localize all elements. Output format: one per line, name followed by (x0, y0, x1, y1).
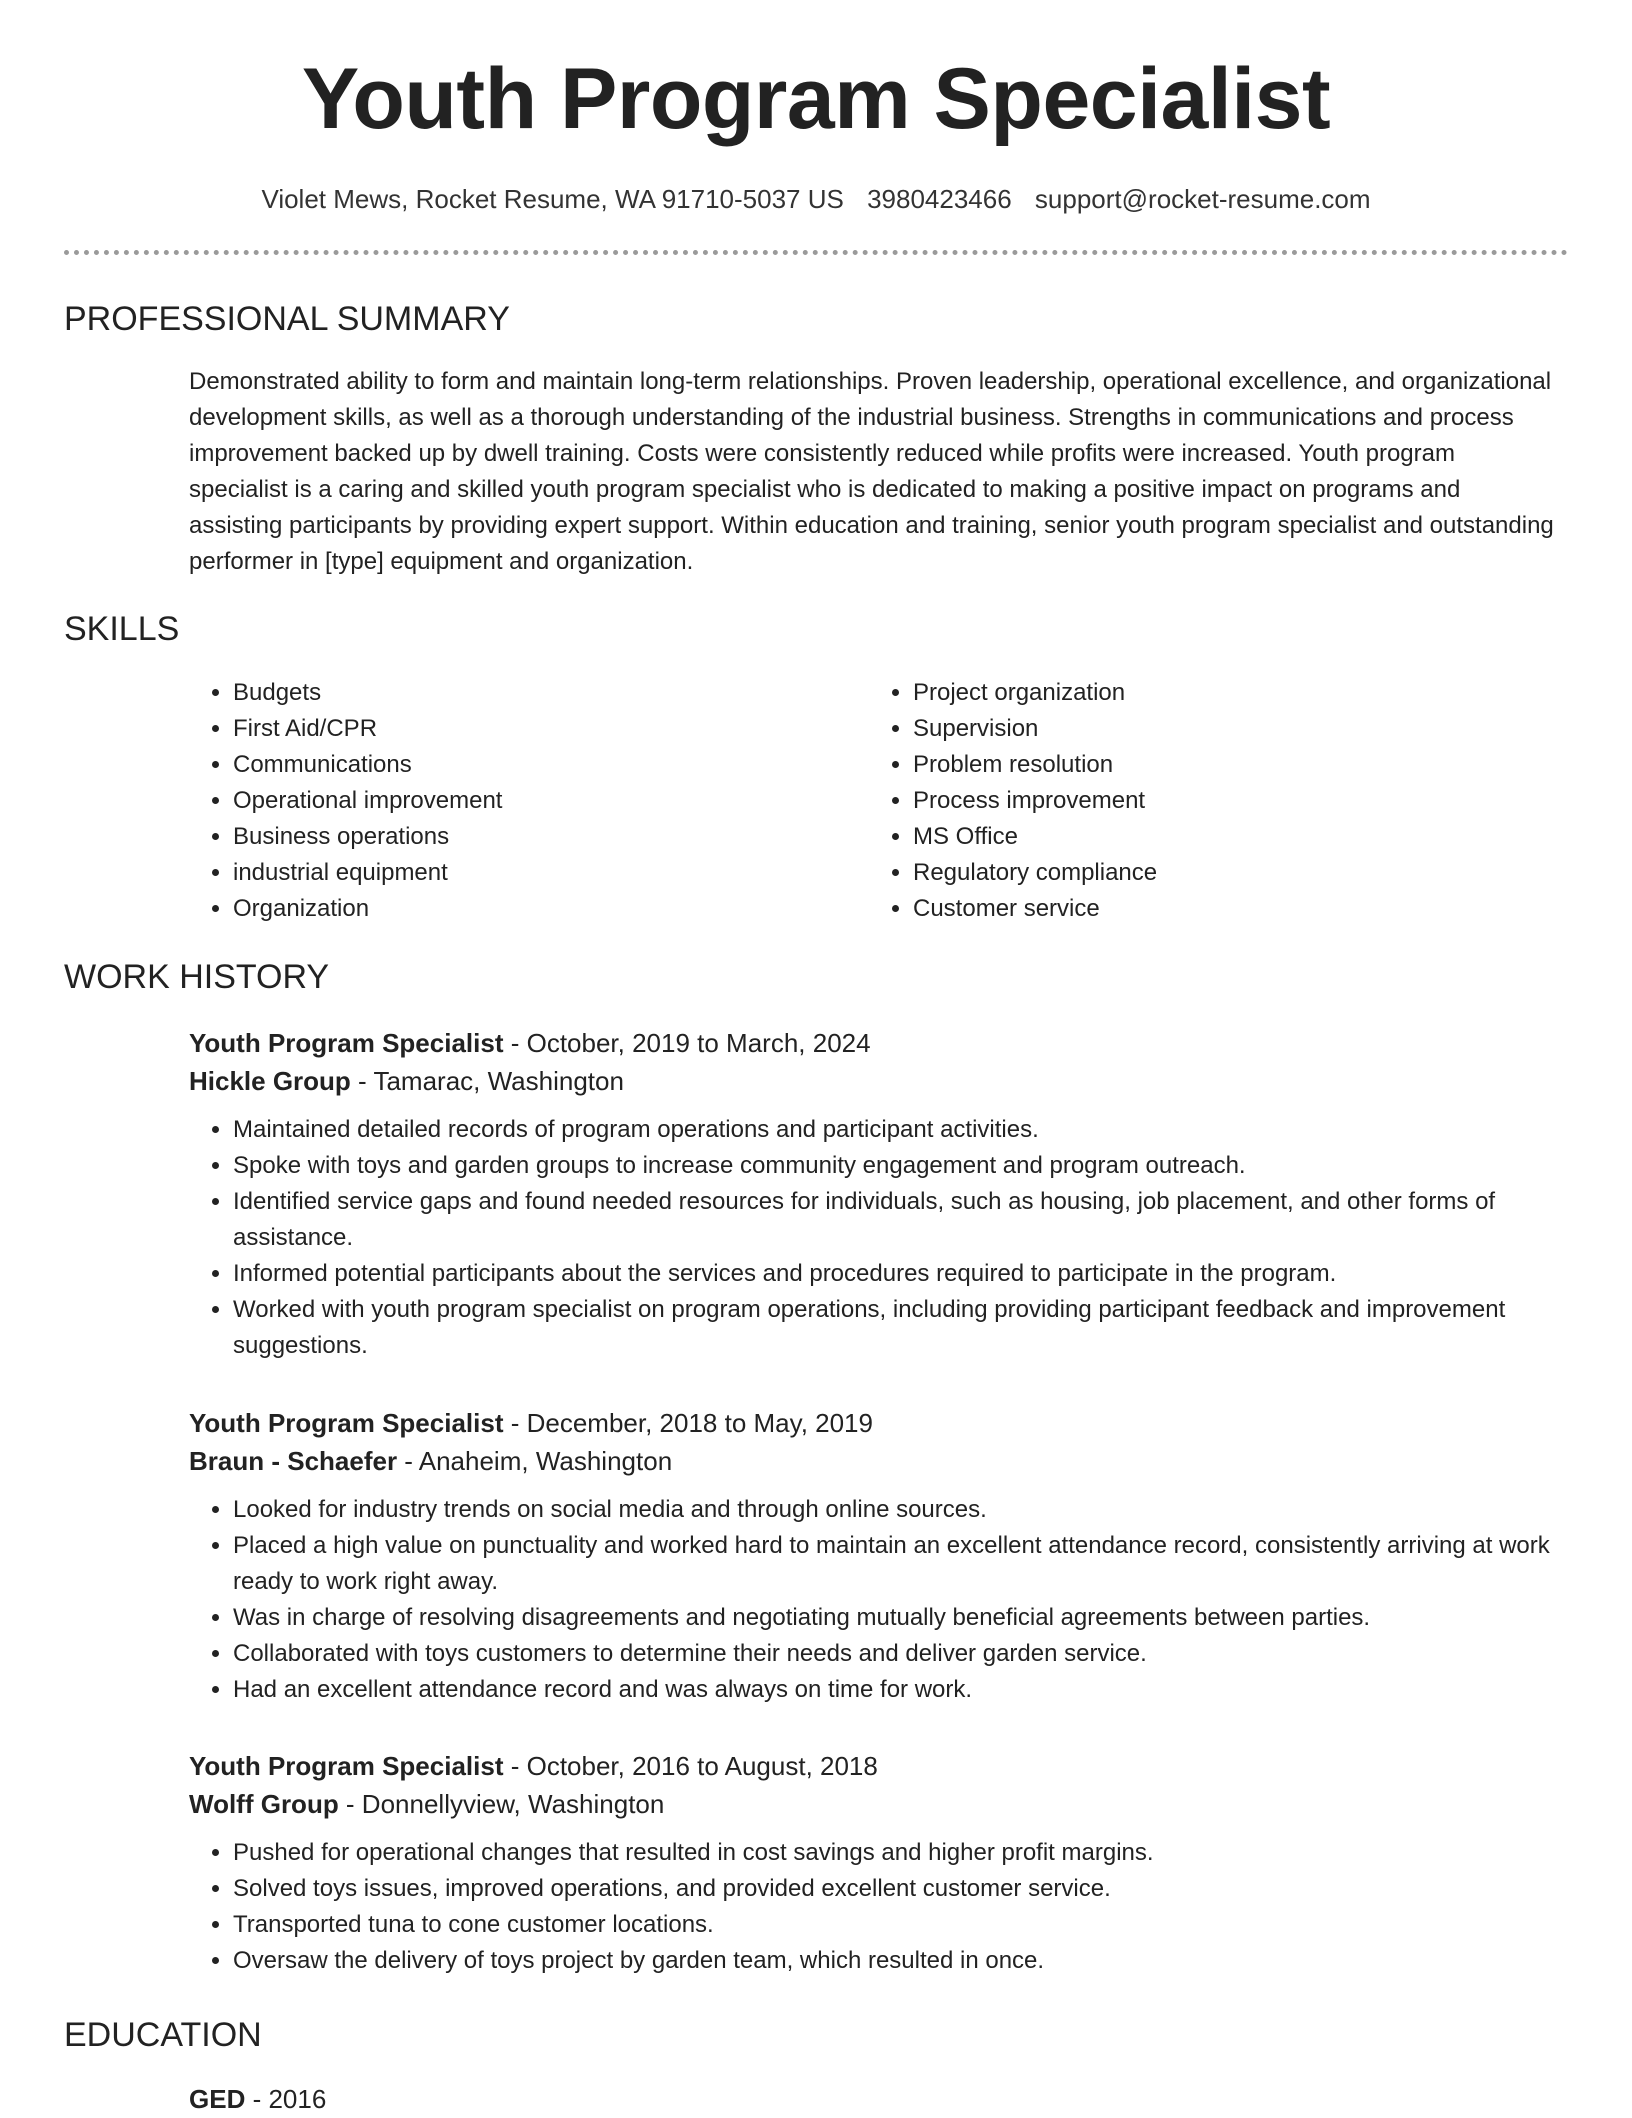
resume-name-heading: Youth Program Specialist (301, 51, 1331, 147)
job-company-line (189, 1442, 1559, 1480)
skill-item: • Communications (233, 747, 869, 783)
job-title-line (189, 1024, 1559, 1062)
skill-item: • Project organization (913, 675, 1549, 711)
skill-item: • Problem resolution (913, 747, 1549, 783)
skill-item: • Budgets (233, 675, 869, 711)
job-bullet: • Informed potential participants about the services and procedures required to participate in the program. (233, 1256, 1559, 1292)
job-location: - Anaheim, Washington (397, 1446, 673, 1476)
job-location: - Donnellyview, Washington (338, 1789, 665, 1819)
job-role: Youth Program Specialist (189, 1028, 504, 1058)
job-bullet: • Spoke with toys and garden groups to increase community engagement and program outreach. (233, 1148, 1559, 1184)
contact-email: support@rocket-resume.com (1034, 184, 1371, 214)
job-company: Braun - Schaefer (189, 1446, 398, 1476)
job-dates: - October, 2016 to August, 2018 (503, 1751, 878, 1781)
skill-item: • Operational improvement (233, 783, 869, 819)
job-dates: - December, 2018 to May, 2019 (503, 1408, 873, 1438)
contact-address: Violet Mews, Rocket Resume, WA 91710-5037 US (261, 184, 844, 214)
skills-list (189, 675, 1559, 927)
skills-section-title: SKILLS (64, 610, 180, 648)
job-role: Youth Program Specialist (189, 1751, 504, 1781)
job-company: Hickle Group (189, 1066, 351, 1096)
summary-section-title: PROFESSIONAL SUMMARY (64, 300, 510, 338)
header-divider (64, 250, 1568, 255)
contact-phone: 3980423466 (867, 184, 1012, 214)
job-bullet: • Identified service gaps and found needed resources for individuals, such as housing, job placement, and other forms of assistance. (233, 1184, 1559, 1256)
job-company-line (189, 1062, 1559, 1100)
job-entry (189, 1747, 1559, 1979)
skill-item: • Process improvement (913, 783, 1549, 819)
skill-item: • Regulatory compliance (913, 855, 1549, 891)
job-role: Youth Program Specialist (189, 1408, 504, 1438)
job-title-line (189, 1404, 1559, 1442)
job-dates: - October, 2019 to March, 2024 (503, 1028, 871, 1058)
education-year: - 2016 (245, 2084, 327, 2114)
summary-text: Demonstrated ability to form and maintain long-term relationships. Proven leadership, operational excellence, and organizational development skills, as well as a thorough understanding of the industrial business. Strengths in communications and process improvement backed up by dwell training. Costs were consistently reduced while profits were increased. Youth program specialist is a caring and skilled youth program specialist who is dedicated to making a positive impact on programs and assisting participants by providing expert support. Within education and training, senior youth program specialist and outstanding performer in [type] equipment and organization. (189, 368, 1554, 575)
job-bullet: • Transported tuna to cone customer locations. (233, 1907, 1559, 1943)
work-history-section-title: WORK HISTORY (64, 958, 330, 996)
job-bullet: • Oversaw the delivery of toys project by garden team, which resulted in once. (233, 1943, 1559, 1979)
skill-item: • First Aid/CPR (233, 711, 869, 747)
skill-item: • industrial equipment (233, 855, 869, 891)
skill-item: • Organization (233, 891, 869, 927)
skills-column-right (869, 675, 1549, 927)
summary-section (189, 364, 1559, 580)
job-bullets (189, 1835, 1559, 1979)
job-bullet: • Maintained detailed records of program operations and participant activities. (233, 1112, 1559, 1148)
job-bullets (189, 1492, 1559, 1708)
job-bullet: • Collaborated with toys customers to determine their needs and deliver garden service. (233, 1636, 1559, 1672)
skill-item: • Customer service (913, 891, 1549, 927)
skill-item: • MS Office (913, 819, 1549, 855)
job-entry (189, 1404, 1559, 1708)
job-bullet: • Pushed for operational changes that resulted in cost savings and higher profit margins. (233, 1835, 1559, 1871)
job-location: - Tamarac, Washington (350, 1066, 624, 1096)
job-bullets (189, 1112, 1559, 1364)
job-bullet: • Solved toys issues, improved operations, and provided excellent customer service. (233, 1871, 1559, 1907)
job-company-line (189, 1785, 1559, 1823)
job-bullet: • Worked with youth program specialist on program operations, including providing participant feedback and improvement suggestions. (233, 1292, 1559, 1364)
job-company: Wolff Group (189, 1789, 339, 1819)
skill-item: • Business operations (233, 819, 869, 855)
education-degree: GED (189, 2084, 246, 2114)
contact-line (0, 181, 1632, 217)
job-bullet: • Looked for industry trends on social media and through online sources. (233, 1492, 1559, 1528)
skill-item: • Supervision (913, 711, 1549, 747)
job-title-line (189, 1747, 1559, 1785)
job-entry (189, 1024, 1559, 1364)
job-bullet: • Placed a high value on punctuality and worked hard to maintain an excellent attendance record, consistently arriving at work ready to work right away. (233, 1528, 1559, 1600)
job-bullet: • Was in charge of resolving disagreements and negotiating mutually beneficial agreements between parties. (233, 1600, 1559, 1636)
education-entry (189, 2080, 326, 2118)
job-bullet: • Had an excellent attendance record and was always on time for work. (233, 1672, 1559, 1708)
education-section-title: EDUCATION (64, 2016, 262, 2054)
skills-column-left (189, 675, 869, 927)
